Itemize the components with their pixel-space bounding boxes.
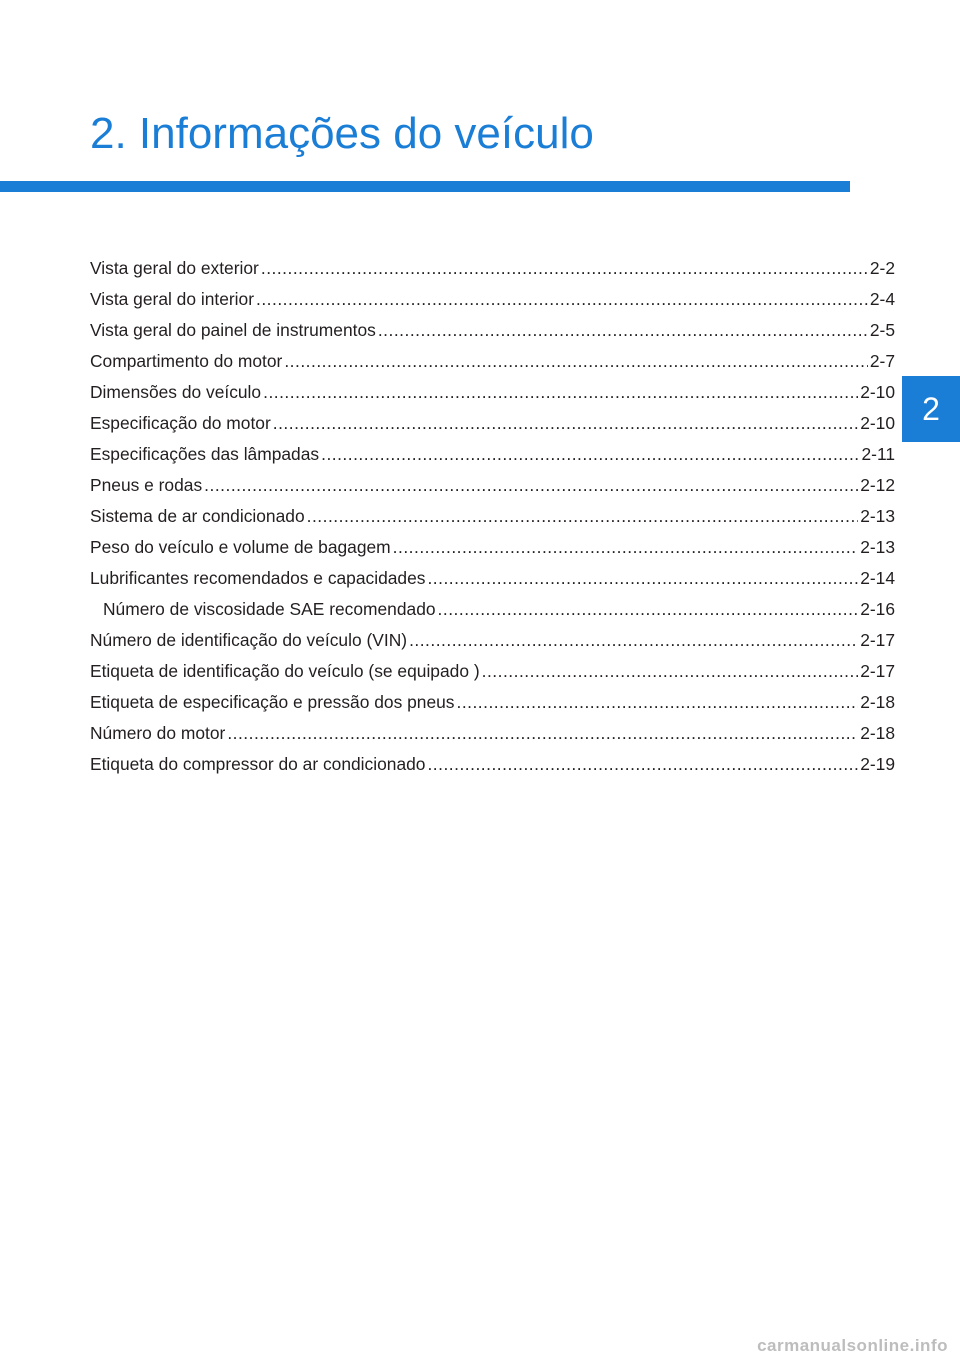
toc-entry[interactable]	[90, 718, 895, 749]
toc-entry-page: 2-2	[869, 258, 895, 278]
toc-entry-label: Número do motor	[90, 723, 226, 743]
toc-entry-page: 2-18	[860, 692, 895, 712]
watermark: carmanualsonline.info	[757, 1336, 948, 1355]
toc-entry[interactable]	[90, 284, 895, 315]
toc-entry-page: 2-17	[860, 661, 895, 681]
toc-dot-leader	[409, 625, 858, 656]
toc-entry-label: Etiqueta do compressor do ar condicionado	[90, 754, 426, 774]
toc-entry[interactable]	[90, 687, 895, 718]
toc-entry-label: Compartimento do motor	[90, 351, 283, 371]
toc-entry-page: 2-10	[860, 413, 895, 433]
chapter-tab[interactable]	[902, 376, 960, 442]
toc-entry[interactable]	[90, 563, 895, 594]
toc-entry-page: 2-14	[860, 568, 895, 588]
toc-entry-page: 2-19	[860, 754, 895, 774]
toc-dot-leader	[378, 315, 868, 346]
toc-entry-label: Vista geral do painel de instrumentos	[90, 320, 376, 340]
toc-entry-label: Especificação do motor	[90, 413, 271, 433]
toc-entry[interactable]	[90, 346, 895, 377]
title-divider	[0, 181, 850, 192]
chapter-tab-number: 2	[922, 390, 940, 427]
toc-entry-page: 2-13	[860, 506, 895, 526]
chapter-title: 2. Informações do veículo	[90, 109, 594, 158]
toc-entry[interactable]	[90, 253, 895, 284]
toc-entry-page: 2-4	[869, 289, 895, 309]
toc-entry-page: 2-13	[860, 537, 895, 557]
toc-entry-page: 2-5	[869, 320, 895, 340]
toc-entry[interactable]	[90, 377, 895, 408]
toc-entry-label: Número de viscosidade SAE recomendado	[103, 599, 436, 619]
toc-subentry[interactable]	[90, 594, 895, 625]
toc-dot-leader	[204, 470, 858, 501]
toc-dot-leader	[427, 749, 858, 780]
toc-entry-label: Etiqueta de identificação do veículo (se equipado )	[90, 661, 480, 681]
toc-entry-page: 2-17	[860, 630, 895, 650]
toc-entry-label: Especificações das lâmpadas	[90, 444, 320, 464]
toc-dot-leader	[307, 501, 859, 532]
toc-dot-leader	[482, 656, 859, 687]
toc-entry-page: 2-16	[860, 599, 895, 619]
toc-entry-label: Peso do veículo e volume de bagagem	[90, 537, 391, 557]
toc-entry[interactable]	[90, 439, 895, 470]
toc-entry-page: 2-11	[861, 444, 895, 464]
toc-entry-label: Etiqueta de especificação e pressão dos pneus	[90, 692, 455, 712]
toc-dot-leader	[273, 408, 858, 439]
toc-entry-page: 2-10	[860, 382, 895, 402]
toc-dot-leader	[321, 439, 859, 470]
toc-entry[interactable]	[90, 625, 895, 656]
toc-entry-label: Sistema de ar condicionado	[90, 506, 305, 526]
toc-dot-leader	[456, 687, 858, 718]
toc-dot-leader	[393, 532, 859, 563]
toc-dot-leader	[263, 377, 858, 408]
toc-entry[interactable]	[90, 501, 895, 532]
toc-entry[interactable]	[90, 532, 895, 563]
toc-entry[interactable]	[90, 656, 895, 687]
toc-entry[interactable]	[90, 470, 895, 501]
toc-entry-page: 2-18	[860, 723, 895, 743]
toc-dot-leader	[284, 346, 868, 377]
toc-entry-label: Vista geral do exterior	[90, 258, 259, 278]
toc-entry[interactable]	[90, 408, 895, 439]
toc-dot-leader	[438, 594, 859, 625]
toc-dot-leader	[256, 284, 868, 315]
toc-dot-leader	[227, 718, 858, 749]
toc-entry-label: Pneus e rodas	[90, 475, 203, 495]
toc-entry-label: Dimensões do veículo	[90, 382, 262, 402]
toc-entry-label: Número de identificação do veículo (VIN)	[90, 630, 408, 650]
toc-entry-page: 2-7	[869, 351, 895, 371]
toc-entry-label: Vista geral do interior	[90, 289, 255, 309]
toc-entry[interactable]	[90, 315, 895, 346]
toc-entry[interactable]	[90, 749, 895, 780]
toc-entry-label: Lubrificantes recomendados e capacidades	[90, 568, 426, 588]
toc-dot-leader	[427, 563, 858, 594]
toc-dot-leader	[261, 253, 868, 284]
table-of-contents	[90, 253, 895, 780]
toc-entry-page: 2-12	[860, 475, 895, 495]
